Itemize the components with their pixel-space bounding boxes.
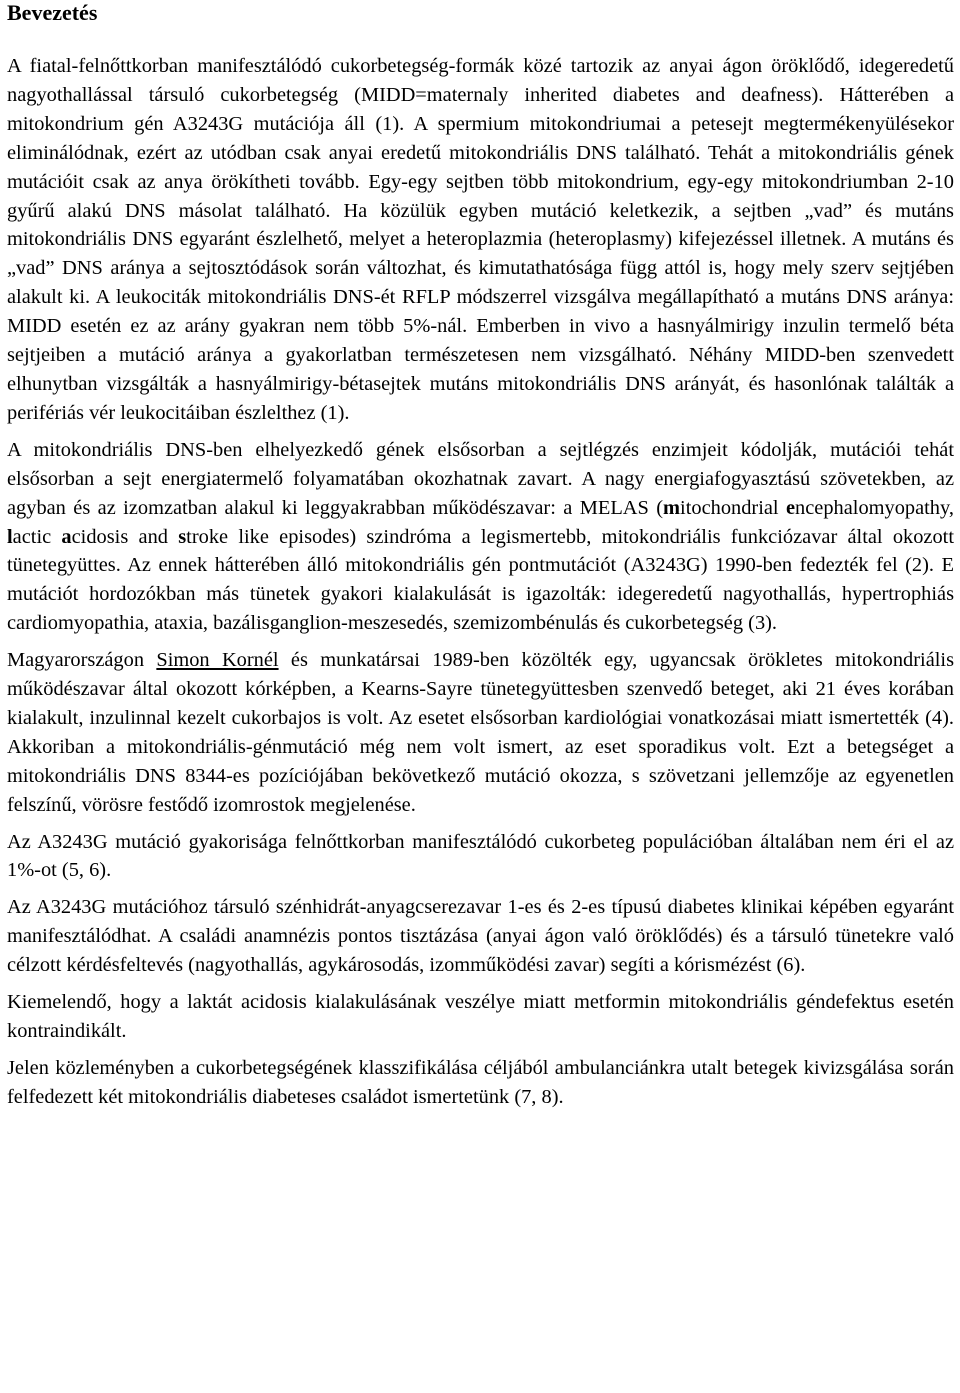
paragraph-2-bold-m: m [663, 496, 681, 519]
paragraph-2-seg-10: troke like episodes) szindróma a legismertebb, mitokondriális funkciózavar által okozott tünetegyüttes. Az ennek hátterében álló mitokondriális gén pontmutációt (A3243G) 1990-ben fedezték fel (2). E mutációt hordozókban más tünetek gyakori kialakulását is igazolták: idegeredetű nagyothallás, hypertrophiás cardiomyopathia, ataxia, bazálisganglion-meszesedés, szemizombénulás és cukorbetegség (3). [7, 525, 955, 635]
paragraph-5 [7, 893, 954, 980]
paragraph-2-bold-s: s [178, 525, 187, 548]
paragraph-6 [7, 988, 954, 1046]
paragraph-6-text: Kiemelendő, hogy a laktát acidosis kialakulásának veszélye miatt metformin mitokondriális géndefektus esetén kontraindikált. [7, 991, 954, 1042]
paragraph-2-bold-e: e [785, 496, 796, 519]
paragraph-7-text: Jelen közleményben a cukorbetegségének klasszifikálása céljából ambulanciánkra utalt betegek kivizsgálása során felfedezett két mitokondriális diabeteses családot ismertetünk (7, 8). [7, 1056, 954, 1108]
paragraph-2-seg-0: A mitokondriális DNS-ben elhelyezkedő gének elsősorban a sejtlégzés enzimjeit kódolják, mutációi tehát elsősorban a sejt energiatermelő folyamatában okozhatnak zavart. A nagy energiafogyasztású szövetekben, az agyban és az izomzatban alakul ki leggyakrabban működészavar: a MELAS ( [7, 438, 954, 519]
paragraph-4 [7, 828, 954, 886]
paragraph-2-bold-l: l [7, 525, 13, 548]
paragraph-2-bold-a: a [61, 525, 72, 548]
paragraph-1-text: A fiatal-felnőttkorban manifesztálódó cukorbetegség-formák közé tartozik az anyai ágon öröklődő, idegeredetű nagyothallással társuló cukorbetegség (MIDD=maternaly inherited diabetes and deafness). Hátterében a mitokondrium gén A3243G mutációja áll (1). A spermium mitokondriumai a petesejt megtermékenyülésekor eliminálódnak, ezért az utódban csak anyai eredetű mitokondriális DNS található. Tehát a mitokondriális gének mutációit csak az anya örökítheti tovább. Egy-egy sejtben több mitokondrium, egy-egy mitokondriumban 2-10 gyűrű alakú DNS másolat található. Ha közülük egyben mutáció keletkezik, a sejtben „vad” és mutáns mitokondriális DNS egyaránt észlelhető, melyet a heteroplazmia (heteroplasmy) kifejezéssel illetnek. A mutáns és „vad” DNS aránya a sejtosztódások során változhat, és kimutathatósága függ attól is, hogy mely szerv sejtjében alakult ki. A leukociták mitokondriális DNS-ét RFLP módszerrel vizsgálva megállapítható a mutáns DNS aránya: MIDD esetén ez az arány gyakran nem több 5%-nál. Emberben in vivo a hasnyálmirigy inzulin termelő béta sejtjeiben a mutáció aránya a gyakorlatban természetesen nem vizsgálható. Néhány MIDD-ben szenvedett elhunytban vizsgálták a hasnyálmirigy-bétasejtek mutáns mitokondriális DNS arányát, és hasonlónak találták a perifériás vér leukocitáiban észlelthez (1). [7, 55, 954, 424]
paragraph-7 [7, 1054, 954, 1112]
paragraph-2 [7, 436, 954, 638]
paragraph-3 [7, 646, 954, 819]
paragraph-3-seg-0: Magyarországon [7, 649, 157, 672]
paragraph-2-seg-2: itochondrial [680, 496, 786, 519]
paragraph-2-seg-6: actic [12, 525, 62, 548]
paragraph-5-text: Az A3243G mutációhoz társuló szénhidrát-anyagcserezavar 1-es és 2-es típusú diabetes klinikai képében egyaránt manifesztálódhat. A családi anamnézis pontos tisztázása (anyai ágon való öröklődés) és a társuló tünetekre való célzott kérdésfeltevés (nagyothallás, agykárosodás, izomműködési zavar) segíti a kórismézést (6). [7, 896, 954, 977]
section-heading: Bevezetés [7, 0, 98, 25]
paragraph-4-text: Az A3243G mutáció gyakorisága felnőttkorban manifesztálódó cukorbeteg populációban általában nem éri el az 1%-ot (5, 6). [7, 830, 954, 882]
paragraph-2-seg-4: ncephalomyopathy, [795, 496, 954, 519]
paragraph-3-seg-2: és munkatársai 1989-ben közölték egy, ugyancsak örökletes mitokondriális működészavar által okozott kórképben, a Kearns-Sayre tünetegyüttesben szenvedő beteget, aki 21 éves korában kialakult, inzulinnal kezelt cukorbajos is volt. Az esetet elsősorban kardiológiai vonatkozásai miatt ismertették (4). Akkoriban a mitokondriális-génmutáció még nem volt ismert, az eset sporadikus volt. Ezt a betegséget a mitokondriális DNS 8344-es pozíciójában bekövetkező mutáció okozza, s szövetzani jellemzője az egyenetlen felszínű, vörösre festődő izomrostok megjelenése. [7, 649, 955, 816]
paragraph-2-seg-8: cidosis and [71, 525, 179, 548]
paragraph-1 [7, 52, 954, 428]
author-link[interactable]: Simon Kornél [156, 649, 279, 672]
